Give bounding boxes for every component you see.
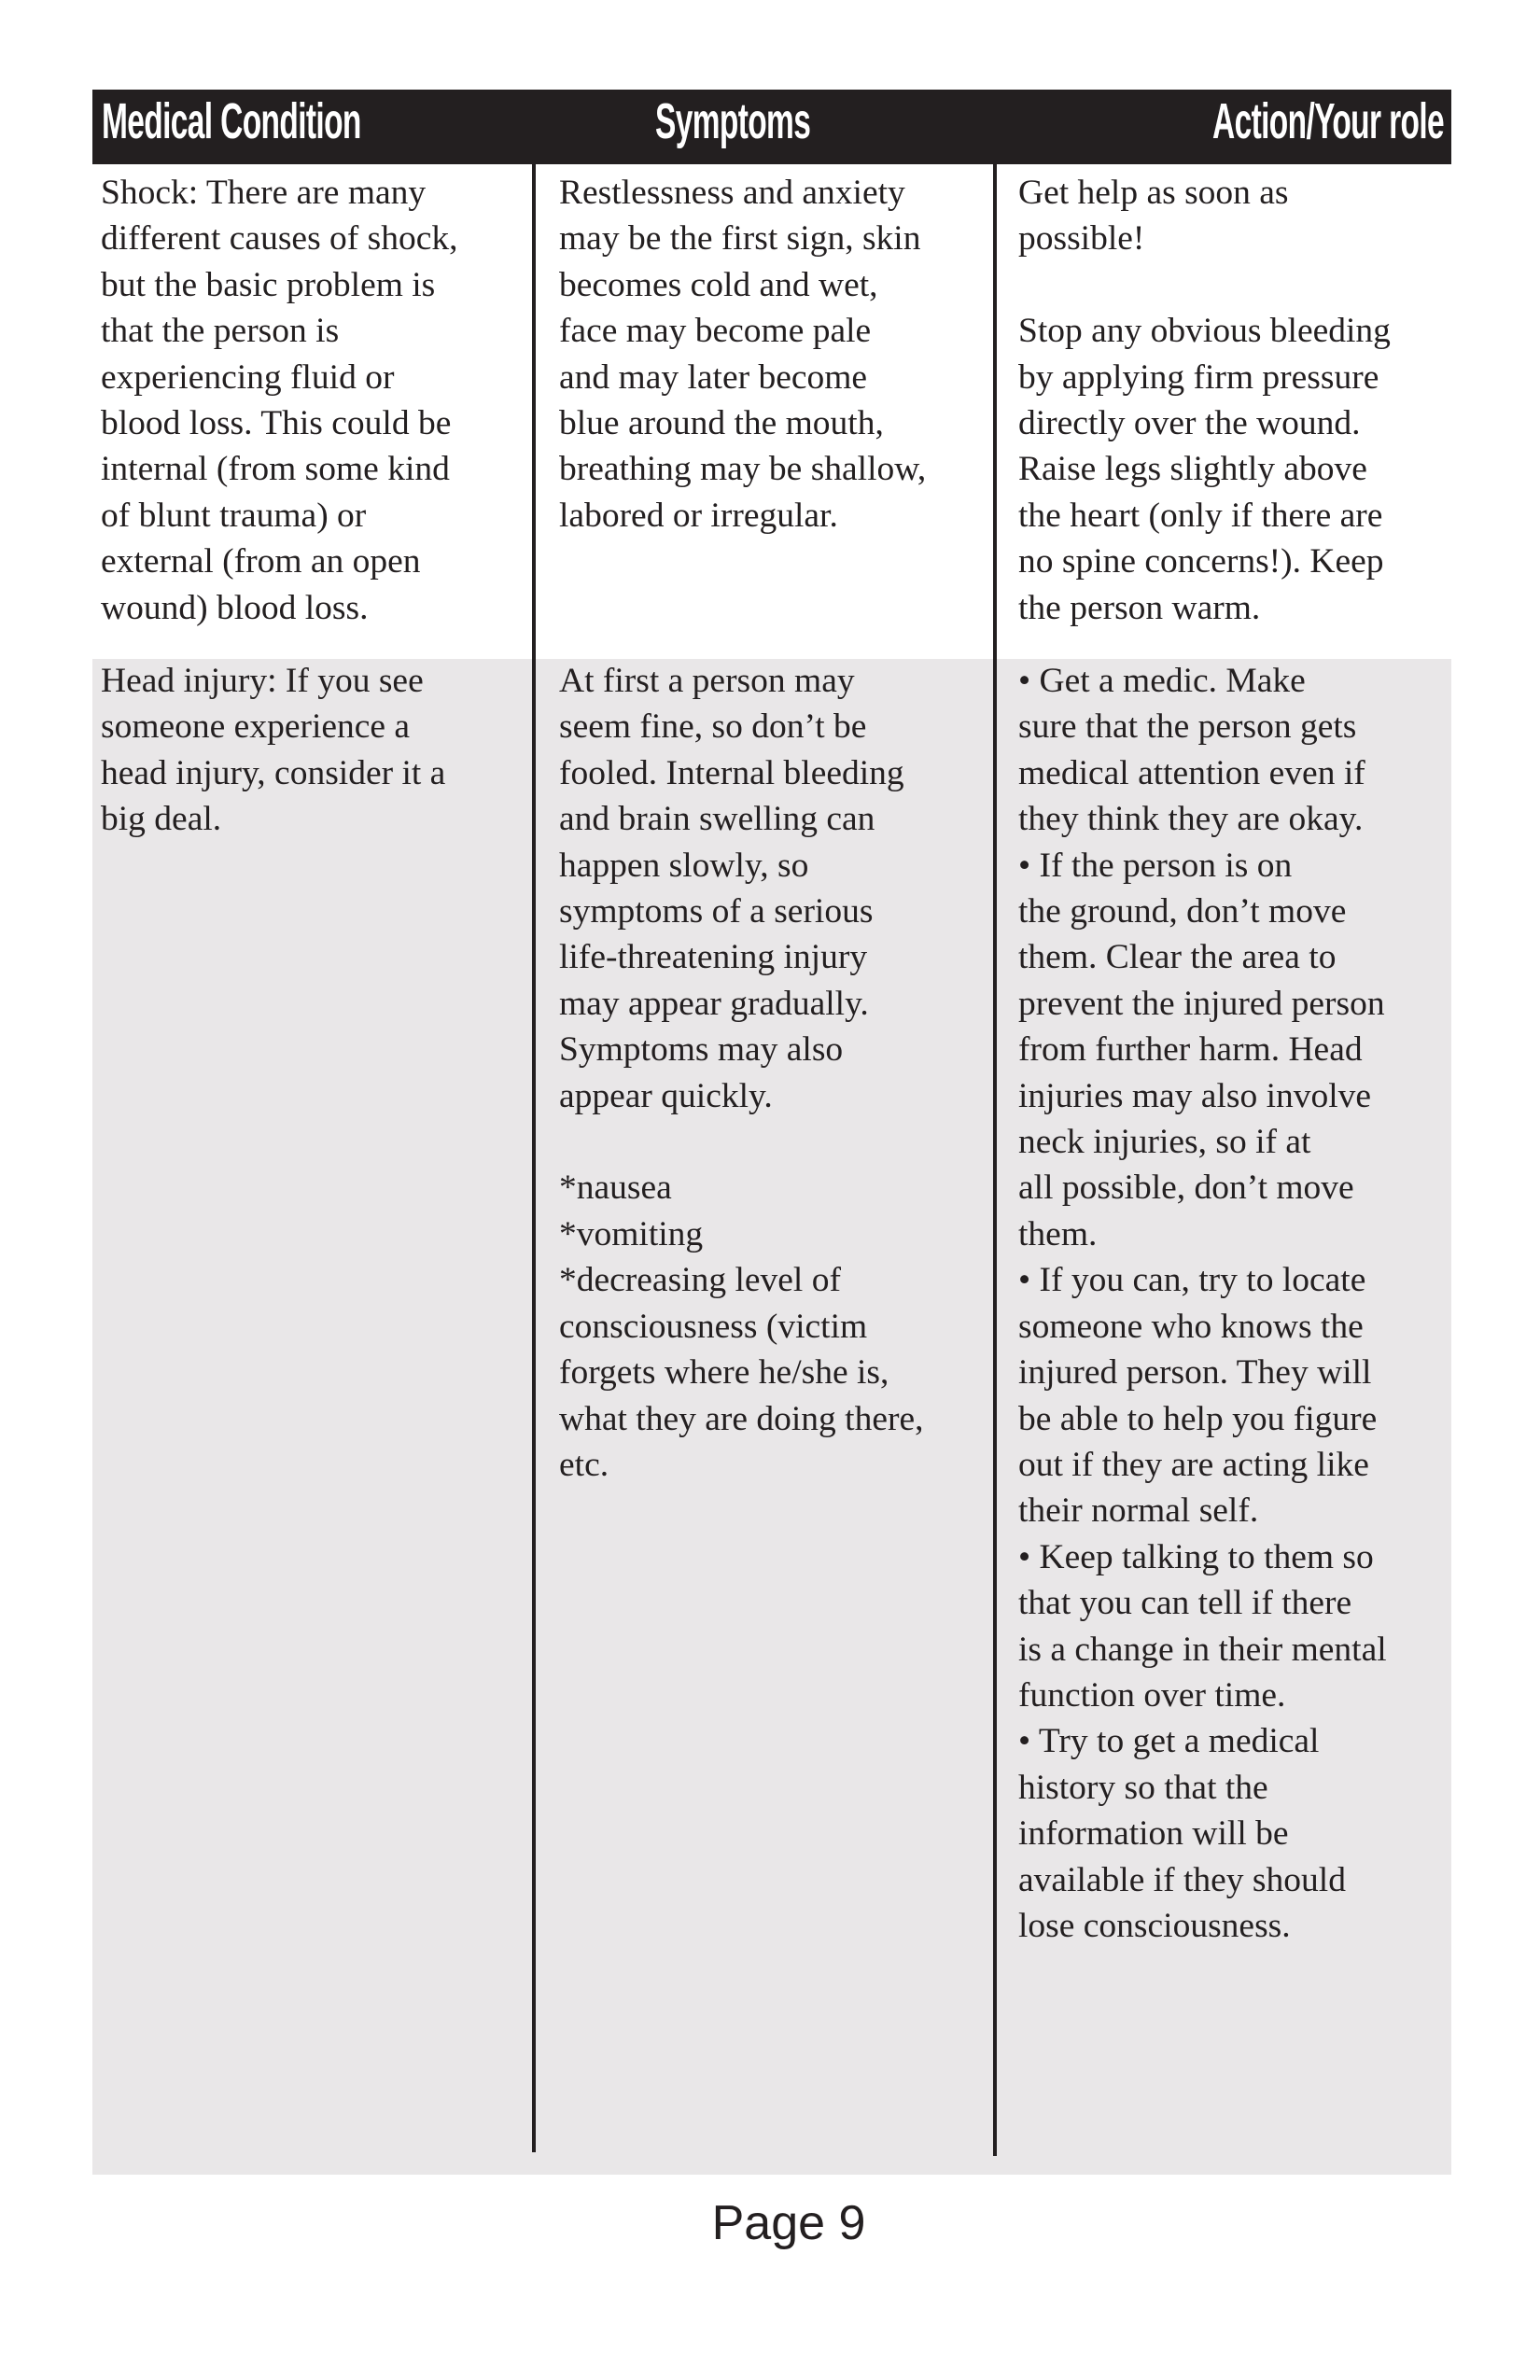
head-injury-condition-cell: Head injury: If you see someone experience a head injury, consider it a big deal. — [101, 662, 446, 839]
column-divider — [993, 164, 997, 2156]
shock-condition-cell: Shock: There are many different causes of shock, but the basic problem is that the person is experiencing fluid or blood loss. This could be internal (from some kind of blunt trauma) or external (from an open wound) blood loss. — [101, 174, 458, 627]
table-header — [92, 90, 1451, 164]
column-divider — [532, 164, 536, 2152]
head-injury-action-cell: • Get a medic. Make sure that the person gets medical attention even if they think they are okay. • If the person is on the ground, don’t move them. Clear the area to prevent the injured person from further harm. Head injuries may also involve neck injuries, so if at all possible, don’t move them. • If you can, try to locate someone who knows the injured person. They will be able to help you figure out if they are acting like their normal self. • Keep talking to them so that you can tell if there is a change in their mental function over time. • Try to get a medical history so that the information will be available if they should lose consciousness. — [1018, 662, 1387, 1945]
head-injury-symptoms-cell: At first a person may seem fine, so don’t be fooled. Internal bleeding and brain swelling can happen slowly, so symptoms of a serious life-threatening injury may appear gradually. Symptoms may also appear quickly. *nausea *vomiting *decreasing level of consciousness (victim forgets where he/she is, what they are doing there, etc. — [559, 662, 924, 1484]
page-number: Page 9 — [711, 2196, 866, 2250]
header-medical-condition: Medical Condition — [102, 93, 361, 149]
header-symptoms: Symptoms — [655, 93, 811, 149]
header-action: Action/Your role — [1211, 93, 1444, 149]
shock-symptoms-cell: Restlessness and anxiety may be the first sign, skin becomes cold and wet, face may become pale and may later become blue around the mouth, breathing may be shallow, labored or irregular. — [559, 174, 927, 535]
shock-action-cell: Get help as soon as possible! Stop any obvious bleeding by applying firm pressure directly over the wound. Raise legs slightly above the heart (only if there are no spine concerns!). Keep the person warm. — [1018, 174, 1391, 627]
